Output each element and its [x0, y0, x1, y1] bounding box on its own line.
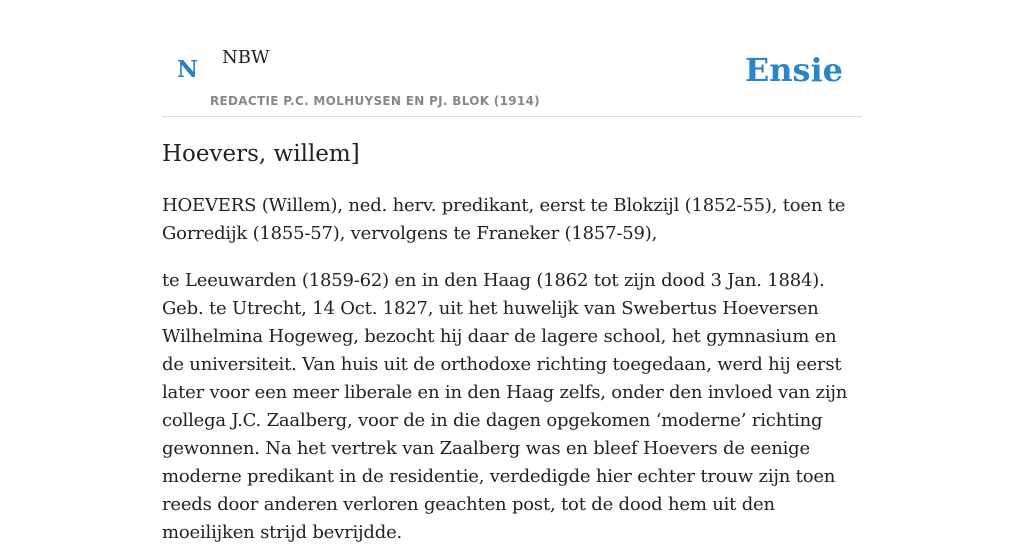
entry-paragraph: te Leeuwarden (1859-62) en in den Haag (1862 tot zijn dood 3 Jan. 1884). Geb. te Utrecht, 14 Oct. 1827, uit het huwelijk van Swebertus Hoeversen Wilhelmina Hogeweg, bezocht hij daar de lagere school, het gymnasium en de universiteit. Van huis uit de orthodoxe richting toegedaan, werd hij eerst later voor een meer liberale en in den Haag zelfs, onder den invloed van zijn collega J.C. Zaalberg, voor de in die dagen opgekomen ‘moderne’ richting gewonnen. Na het vertrek van Zaalberg was en bleef Hoevers de eenige moderne predikant in de residentie, verdedigde hier echter trouw zijn toen reeds door anderen verloren geachten post, tot de dood hem uit den moeilijken strijd bevrijdde. — [162, 270, 848, 543]
ensie-logo-link[interactable]: Ensie — [744, 51, 843, 89]
entry-title: Hoevers, willem] — [162, 141, 360, 167]
entry-paragraph: HOEVERS (Willem), ned. herv. predikant, eerst te Blokzijl (1852-55), toen te Gorredijk (1855-57), vervolgens te Franeker (1857-59), — [162, 195, 846, 244]
source-subtitle: REDACTIE P.C. MOLHUYSEN EN PJ. BLOK (1914) — [210, 94, 540, 108]
source-title[interactable]: NBW — [222, 47, 270, 68]
source-logo[interactable]: N — [177, 56, 199, 83]
source-header — [162, 0, 862, 117]
page-content — [162, 0, 862, 543]
